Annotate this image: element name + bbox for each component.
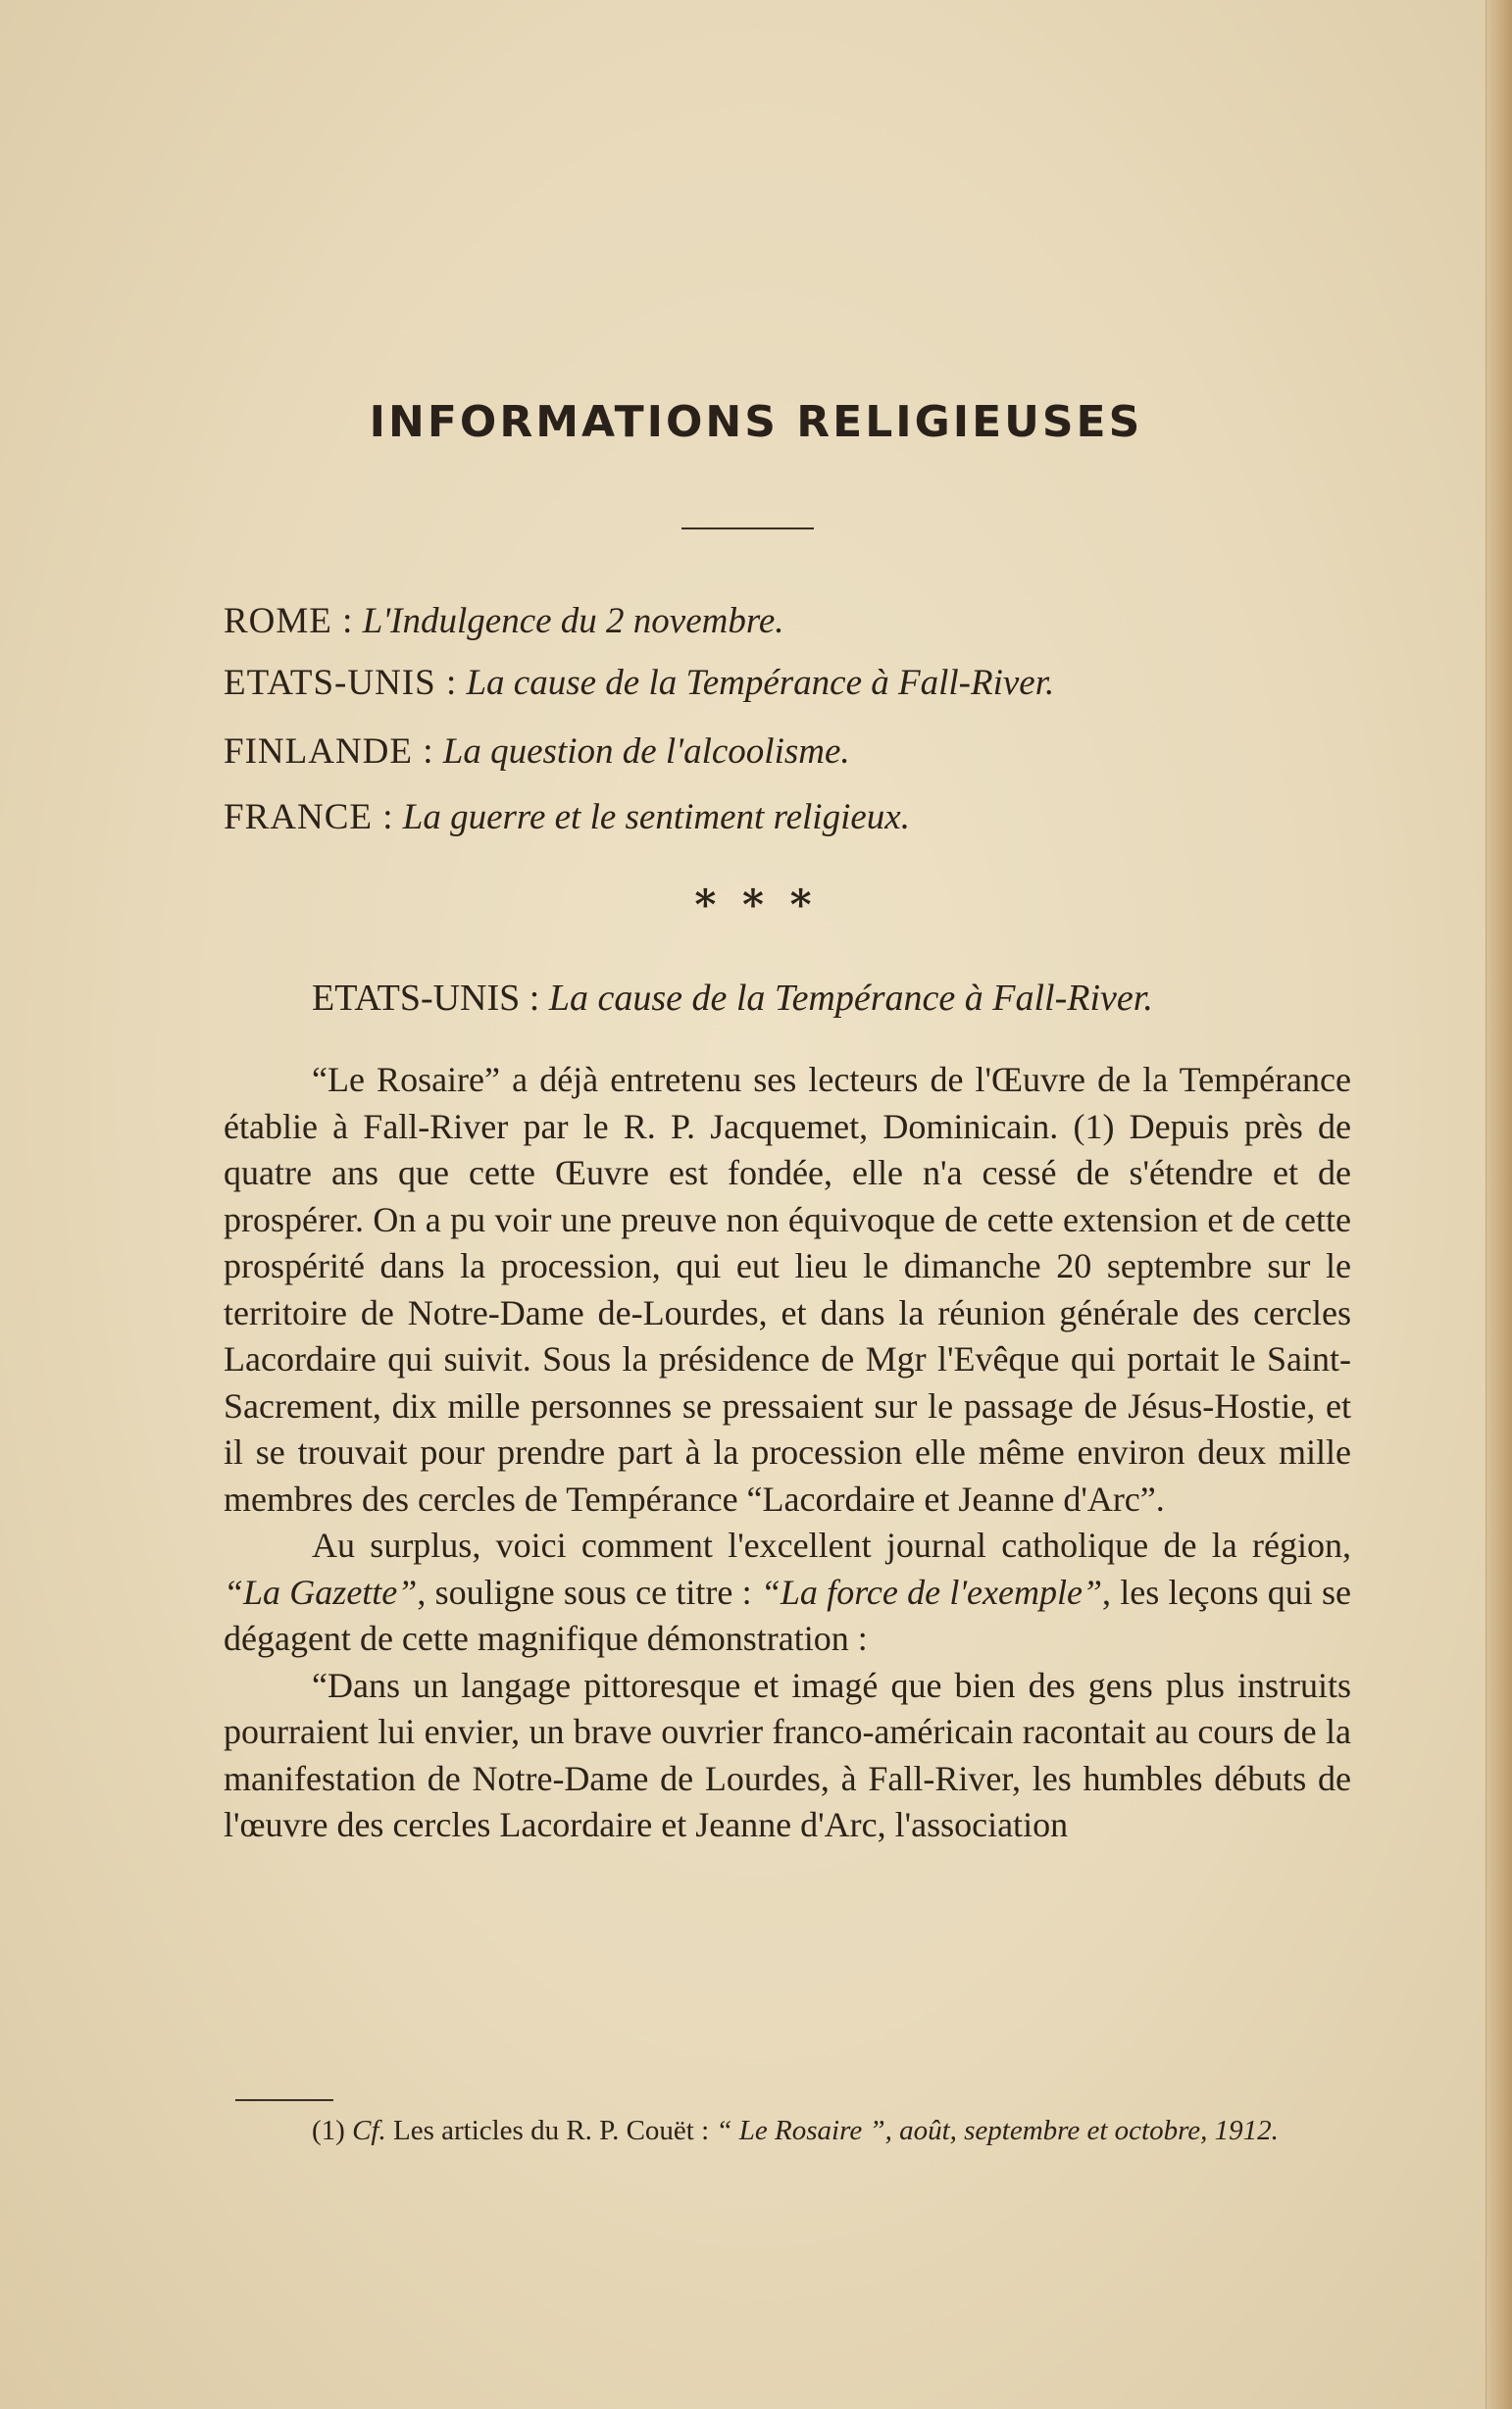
summary-subject: L'Indulgence du 2 novembre. xyxy=(362,601,784,641)
summary-subject: La cause de la Tempérance à Fall-River. xyxy=(466,663,1055,703)
article-body xyxy=(224,1057,1351,1849)
footnote-text: Les articles du R. P. Couët : xyxy=(392,2115,710,2146)
section-heading xyxy=(224,971,1332,1026)
summary-item-etats-unis xyxy=(224,662,1400,704)
footnote-source: “ Le Rosaire ”, août, septembre et octobre, 1912. xyxy=(716,2115,1279,2146)
summary-item-finlande xyxy=(224,730,1400,773)
page-title: INFORMATIONS RELIGIEUSES xyxy=(369,397,1143,447)
summary-subject: La question de l'alcoolisme. xyxy=(442,731,850,772)
paragraph-2-text-b: , souligne sous ce titre : xyxy=(417,1572,761,1612)
page-binding-edge xyxy=(1486,0,1512,2409)
footnote-cf: Cf. xyxy=(352,2115,386,2146)
summary-label: ETATS-UNIS : xyxy=(224,663,458,703)
summary-label: FRANCE : xyxy=(224,797,394,837)
summary-item-france xyxy=(224,796,1400,838)
paragraph-2-text-c: , les leçons qui se dégagent de cette magnifique démonstration : xyxy=(224,1572,1352,1658)
article-headline: “La force de l'exemple” xyxy=(760,1572,1102,1612)
footnote-rule xyxy=(235,2099,333,2101)
summary-item-rome xyxy=(224,600,1400,642)
section-label: ETATS-UNIS : xyxy=(312,978,540,1019)
paragraph-2-text-a: Au surplus, voici comment l'excellent journal catholique de la région, xyxy=(312,1526,1351,1565)
section-separator: * * * xyxy=(694,880,818,928)
paragraph-3: “Dans un langage pittoresque et imagé que bien des gens plus instruits pourraient lui envier, un brave ouvrier franco-américain racontait au cours de la manifestation de Notre-Dame de Lourdes, à Fall-River, les humbles débuts de l'œuvre des cercles Lacordaire et Jeanne d'Arc, l'association xyxy=(224,1665,1351,1844)
summary-label: ROME : xyxy=(224,601,354,641)
footnote xyxy=(224,2108,1351,2153)
footnote-number: (1) xyxy=(312,2115,345,2146)
summary-label: FINLANDE : xyxy=(224,731,434,772)
section-subject: La cause de la Tempérance à Fall-River. xyxy=(548,978,1153,1019)
paragraph-1: “Le Rosaire” a déjà entretenu ses lecteurs de l'Œuvre de la Tempérance établie à Fall-River par le R. P. Jacquemet, Dominicain. (1) Depuis près de quatre ans que cette Œuvre est fondée, elle n'a cessé de s'étendre et de prospérer. On a pu voir une preuve non équivoque de cette extension et de cette prospérité dans la procession, qui eut lieu le dimanche 20 septembre sur le territoire de Notre-Dame de-Lourdes, et dans la réunion générale des cercles Lacordaire qui suivit. Sous la présidence de Mgr l'Evêque qui portait le Saint-Sacrement, dix mille personnes se pressaient sur le passage de Jésus-Hostie, et il se trouvait pour prendre part à la procession elle même environ deux mille membres des cercles de Tempérance “Lacordaire et Jeanne d'Arc”. xyxy=(224,1060,1351,1519)
paragraph-2 xyxy=(224,1523,1351,1663)
title-rule xyxy=(681,527,814,529)
journal-name: “La Gazette” xyxy=(224,1572,418,1612)
summary-subject: La guerre et le sentiment religieux. xyxy=(402,797,910,837)
